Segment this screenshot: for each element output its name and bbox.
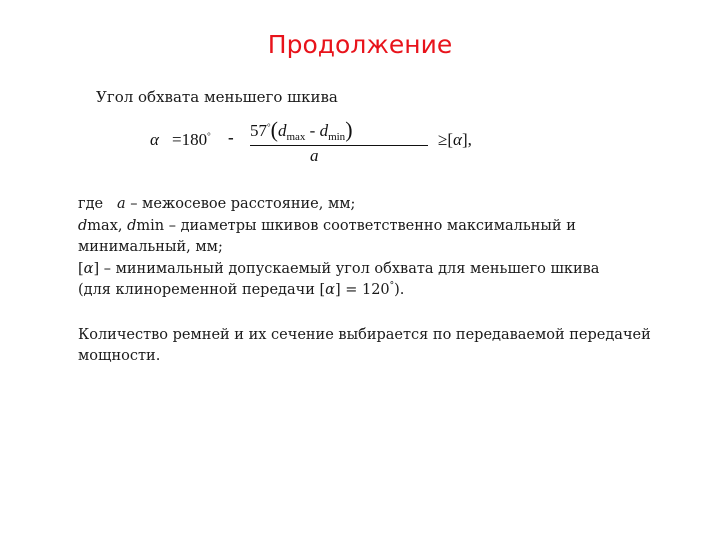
formula-180: =180° [172,130,211,149]
definition-d: dmax, dmin – диаметры шкивов соответственно максимальный и минимальный, мм; [78,217,576,255]
formula-numerator: $57^\circ(d_{max} - d_{min})$ [250,117,353,143]
definitions-text [78,194,658,368]
definition-alpha: [α] – минимальный допускаемый угол обхвата для меньшего шкива [78,260,600,277]
page-title: Продолжение [267,30,453,59]
definition-alpha-value: (для клиноременной передачи [α] = 120°). [78,281,405,298]
fraction-line [250,145,428,146]
section-subtitle: Угол обхвата меньшего шкива [96,88,338,106]
formula-minus: - [228,128,234,147]
formula-inequality: ≥[α], [438,130,472,149]
formula-denominator: a [310,146,319,165]
conclusion-text: Количество ремней и их сечение выбирается по передаваемой передачей мощности. [78,326,651,364]
formula-alpha: α [150,130,159,149]
definition-a: где a – межосевое расстояние, мм; [78,196,356,212]
